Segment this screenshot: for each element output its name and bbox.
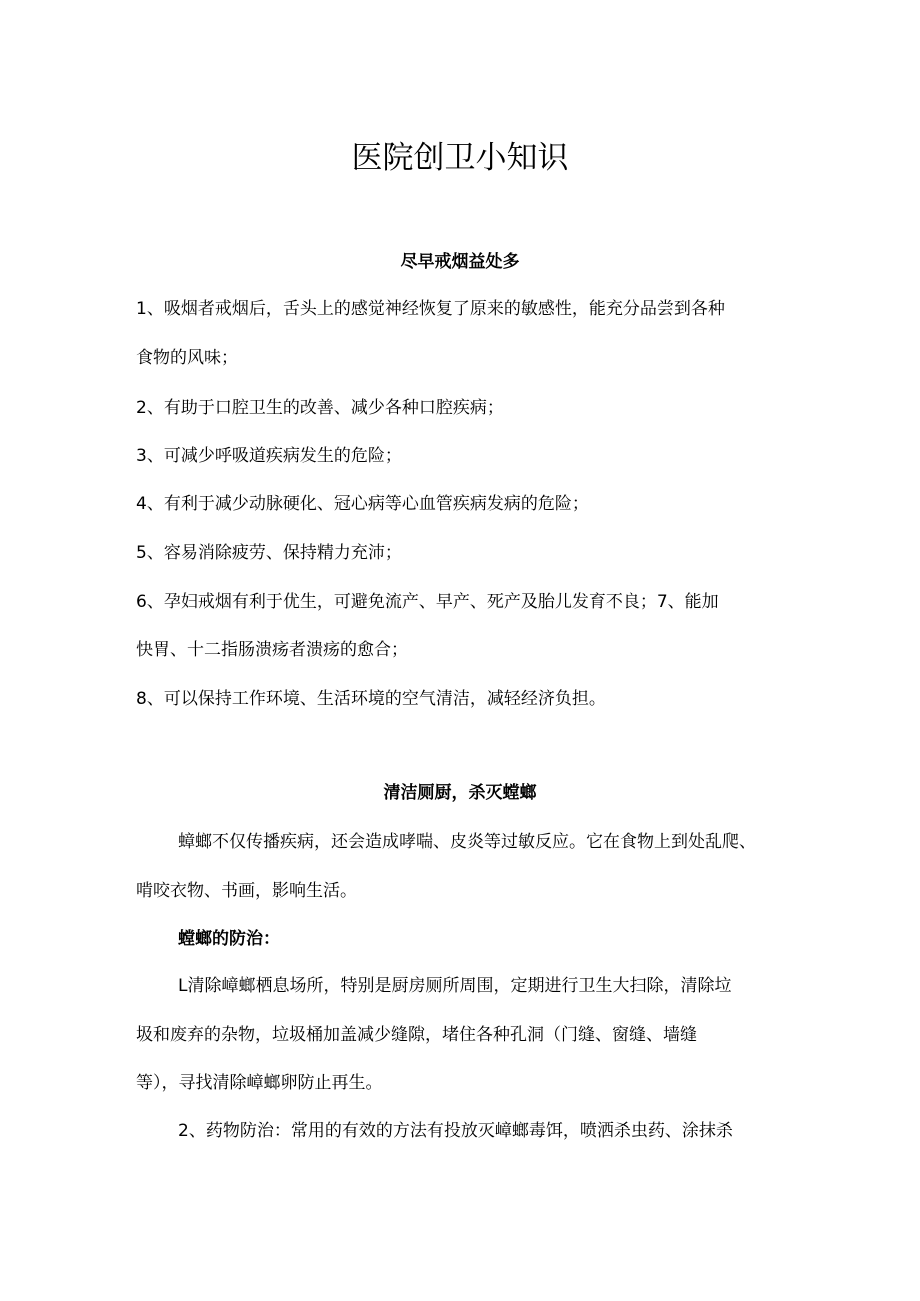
paragraph-line: 食物的风味； bbox=[136, 348, 238, 368]
section-heading-smoking: 尽早戒烟益处多 bbox=[400, 252, 520, 272]
paragraph-line: 蟑螂不仅传播疾病，还会造成哮喘、皮炎等过敏反应。它在食物上到处乱爬、 bbox=[178, 832, 756, 852]
paragraph-line: 快胃、十二指肠溃疡者溃疡的愈合； bbox=[136, 640, 408, 660]
paragraph-line: 3、可减少呼吸道疾病发生的危险； bbox=[136, 446, 402, 466]
paragraph-line: 6、孕妇戒烟有利于优生，可避免流产、早产、死产及胎儿发育不良；7、能加 bbox=[136, 592, 719, 612]
paragraph-line: 4、有利于减少动脉硬化、冠心病等心血管疾病发病的危险； bbox=[136, 494, 589, 514]
section-heading-cockroach: 清洁厕厨，杀灭螳螂 bbox=[383, 783, 537, 803]
paragraph-line: 2、有助于口腔卫生的改善、减少各种口腔疾病； bbox=[136, 398, 504, 418]
paragraph-line: L清除嶂螂栖息场所，特别是厨房厕所周围，定期进行卫生大扫除，清除垃 bbox=[178, 976, 732, 996]
paragraph-line: 2、药物防治：常用的有效的方法有投放灭嶂螂毒饵，喷洒杀虫药、涂抹杀 bbox=[178, 1121, 733, 1141]
paragraph-line: 5、容易消除疲劳、保持精力充沛； bbox=[136, 543, 402, 563]
paragraph-line: 啃咬衣物、书画，影响生活。 bbox=[136, 881, 357, 901]
document-title: 医院创卫小知识 bbox=[351, 140, 569, 176]
paragraph-line: 8、可以保持工作环境、生活环境的空气清洁，减轻经济负担。 bbox=[136, 689, 606, 709]
paragraph-line: 1、吸烟者戒烟后，舌头上的感觉神经恢复了原来的敏感性，能充分品尝到各种 bbox=[136, 299, 725, 319]
paragraph-line: 等），寻找清除嶂螂卵防止再生。 bbox=[136, 1073, 383, 1093]
paragraph-line: 圾和废弃的杂物，垃圾桶加盖减少缝隙，堵住各种孔洞（门缝、窗缝、墙缝 bbox=[136, 1025, 697, 1045]
subheading-prevention: 螳螂的防治： bbox=[178, 929, 280, 949]
